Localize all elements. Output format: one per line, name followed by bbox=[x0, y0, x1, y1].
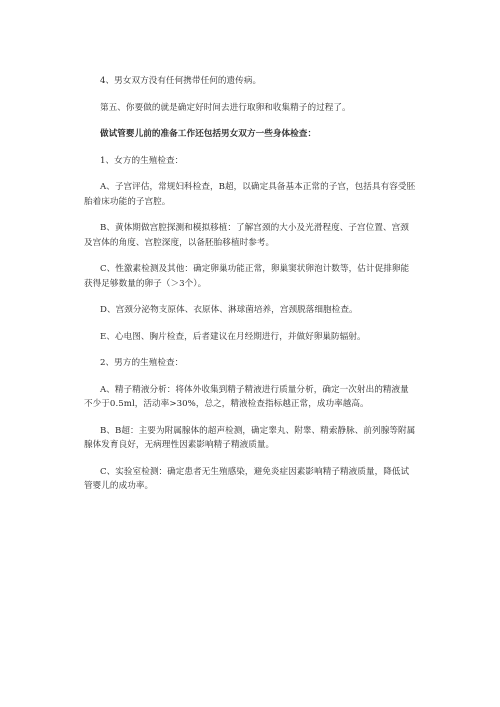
document-body bbox=[84, 74, 416, 494]
paragraph-male-b: B、B超：主要为附属腺体的超声检测，确定睾丸、附睾、精索静脉、前列腺等附属腺体发育良好，无病理性因素影响精子精液质量。 bbox=[84, 425, 416, 450]
subheading-female-exam: 1、女方的生殖检查： bbox=[100, 155, 184, 166]
paragraph-genetic-disease: 4、男女双方没有任何携带任何的遗传病。 bbox=[100, 76, 262, 86]
paragraph-female-e: E、心电图、胸片检查，后者建议在月经期进行，并做好卵巢防辐射。 bbox=[100, 331, 366, 342]
subheading-male-exam: 2、男方的生殖检查： bbox=[100, 358, 184, 368]
paragraph-female-c: C、性激素检测及其他：确定卵巢功能正常，卵巢窦状卵泡计数等，估计促排卵能获得足够数量的卵子（＞3个）。 bbox=[84, 264, 410, 289]
paragraph-male-a: A、精子精液分析：将体外收集到精子精液进行质量分析，确定一次射出的精液量不少于0.5ml，活动率>30%，总之，精液检查指标越正常，成功率越高。 bbox=[84, 384, 409, 409]
paragraph-female-d: D、宫颈分泌物支原体、衣原体、淋球菌培养，宫颈脱落细胞检查。 bbox=[100, 305, 358, 315]
paragraph-female-a: A、子宫评估，常规妇科检查，B超，以确定具备基本正常的子宫，包括具有容受胚胎着床功能的子宫腔。 bbox=[84, 182, 416, 207]
paragraph-female-b: B、黄体期做宫腔探测和模拟移植：了解宫颈的大小及光滑程度、子宫位置、宫颈及宫体的角度、宫腔深度，以备胚胎移植时参考。 bbox=[84, 223, 409, 248]
section-heading-physical-exams: 做试管婴儿前的准备工作还包括男女双方一些身体检查： bbox=[100, 129, 317, 139]
paragraph-male-c: C、实验室检测：确定患者无生殖感染，避免炎症因素影响精子精液质量，降低试管婴儿的成功率。 bbox=[84, 466, 410, 491]
paragraph-step-five: 第五、你要做的就是确定好时间去进行取卵和收集精子的过程了。 bbox=[100, 102, 351, 113]
